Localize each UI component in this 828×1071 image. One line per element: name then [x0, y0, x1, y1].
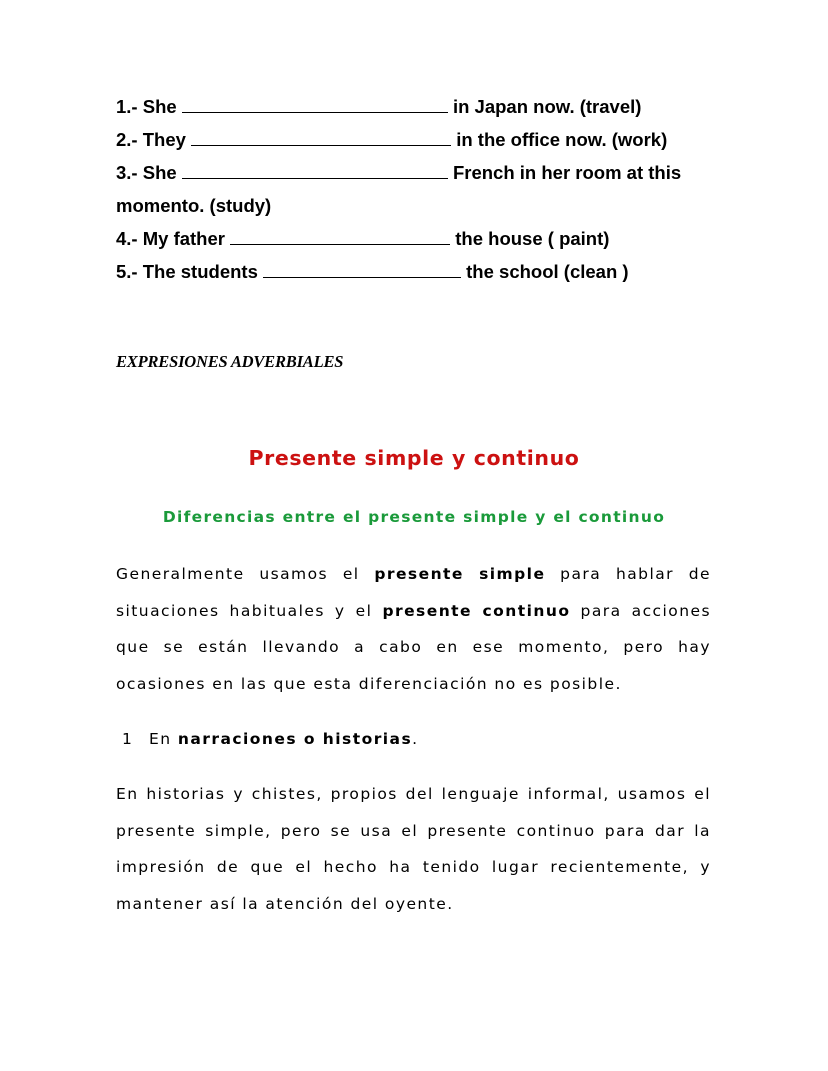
- page-subtitle: Diferencias entre el presente simple y el continuo: [162, 508, 666, 526]
- page-title: Presente simple y continuo: [248, 446, 580, 470]
- list-item-prefix: En: [149, 730, 178, 748]
- paragraph-text: para hablar de situaciones habituales y el: [116, 565, 712, 620]
- exercise-subject: My father: [142, 228, 225, 249]
- exercise-subject: The students: [142, 261, 258, 282]
- exercise-text: the house ( paint): [455, 228, 610, 249]
- answer-blank[interactable]: [263, 260, 461, 278]
- exercise-subject: She: [142, 96, 177, 117]
- section-heading: EXPRESIONES ADVERBIALES: [116, 352, 344, 371]
- exercise-2: [116, 128, 667, 152]
- exercise-text: in the office now. (work): [456, 129, 668, 150]
- answer-blank[interactable]: [230, 227, 450, 245]
- exercise-number: 1.-: [116, 96, 138, 117]
- exercise-3-continuation: [116, 194, 271, 218]
- paragraph-text: para acciones que se están llevando a cabo en ese momento, pero hay ocasiones en las que esta diferenciación no es posible.: [116, 601, 711, 693]
- exercise-3: [116, 161, 681, 185]
- answer-blank[interactable]: [182, 161, 448, 179]
- exercise-number: 4.-: [116, 228, 138, 249]
- exercise-text: in Japan now. (travel): [452, 96, 642, 117]
- answer-blank[interactable]: [182, 95, 448, 113]
- paragraph-text: Generalmente usamos el: [116, 565, 375, 583]
- exercise-number: 5.-: [116, 261, 138, 282]
- exercise-4: [116, 227, 609, 251]
- exercise-text: the school (clean ): [466, 261, 629, 282]
- exercise-1: [116, 95, 641, 119]
- exercise-subject: They: [142, 129, 186, 150]
- exercise-number: 2.-: [116, 129, 138, 150]
- emphasis-presente-simple: presente simple: [374, 565, 546, 583]
- exercise-text: momento. (study): [116, 195, 272, 216]
- emphasis-presente-continuo: presente continuo: [382, 601, 571, 620]
- explanation-paragraph: En historias y chistes, propios del lenguaje informal, usamos el presente simple, pero se usa el presente continuo para dar la impresión de que el hecho ha tenido lugar recientemente, y mantener así la atención del oyente.: [116, 785, 711, 913]
- list-item: [122, 727, 419, 751]
- list-item-number: 1: [122, 730, 134, 748]
- exercise-5: [116, 260, 629, 284]
- exercise-text: French in her room at this: [452, 162, 682, 183]
- answer-blank[interactable]: [191, 128, 451, 146]
- list-item-emphasis: narraciones o historias: [177, 730, 413, 748]
- exercise-subject: She: [142, 162, 177, 183]
- exercise-number: 3.-: [116, 162, 138, 183]
- list-item-suffix: .: [412, 730, 419, 748]
- intro-paragraph: [116, 556, 711, 702]
